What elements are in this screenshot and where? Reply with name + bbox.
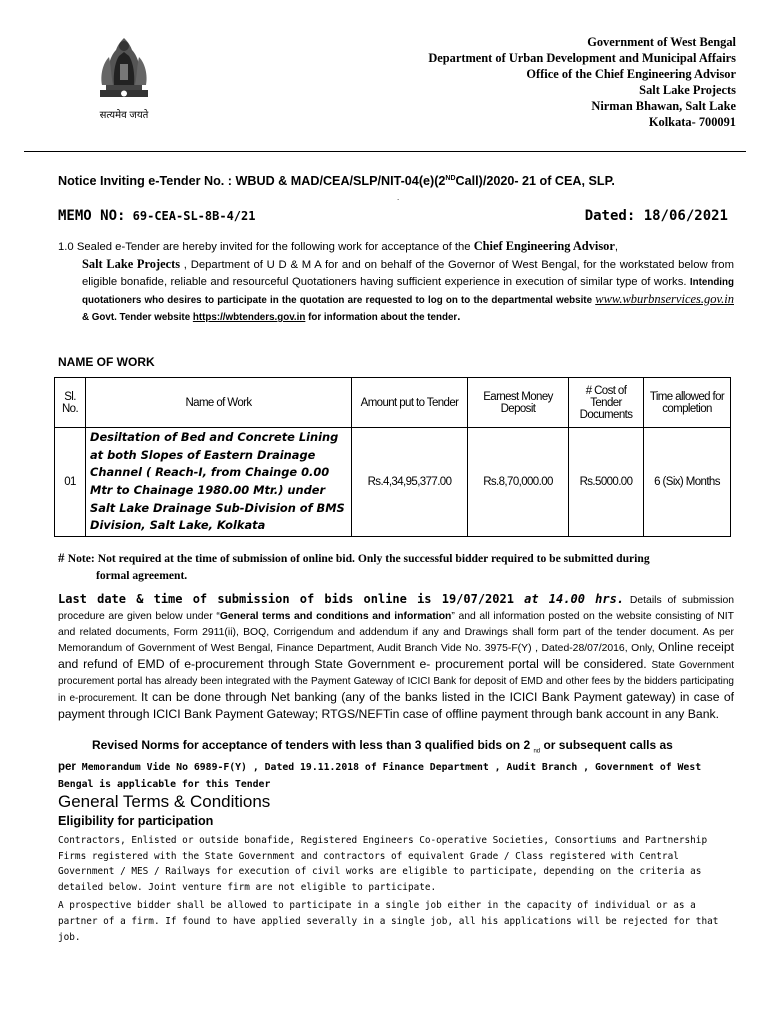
revised-text: Revised Norms for acceptance of tenders with less than 3 qualified bids on 2	[92, 738, 534, 752]
col-emd: Earnest Money Deposit	[468, 378, 569, 428]
tender-website-link[interactable]: https://wbtenders.gov.in	[192, 312, 306, 323]
header-line: Salt Lake Projects	[639, 83, 736, 97]
cell-time: 6 (Six) Months	[644, 428, 731, 537]
notice-prefix: Notice Inviting e-Tender No. :	[58, 174, 236, 188]
state-emblem-icon	[86, 30, 162, 106]
intro-text-bold: for information about the tender	[305, 312, 458, 323]
header-line: Kolkata- 700091	[648, 115, 736, 129]
header-line: Government of West Bengal	[587, 35, 736, 49]
intro-indent	[58, 256, 734, 326]
table-header-row	[55, 378, 731, 428]
cell-sl: 01	[55, 428, 86, 537]
note	[58, 549, 738, 584]
col-amount: Amount put to Tender	[352, 378, 468, 428]
eligibility-heading: Eligibility for participation	[58, 814, 214, 828]
header-line: Nirman Bhawan, Salt Lake	[591, 99, 736, 113]
emblem-motto: सत्यमेव जयते	[99, 110, 149, 121]
office-header	[428, 34, 736, 130]
revised-sub: nd	[533, 748, 541, 755]
cell-emd: Rs.8,70,000.00	[468, 428, 569, 537]
note-text: Not required at the time of submission of online bid. Only the successful bidder required to be submitted during	[94, 552, 650, 565]
col-name: Name of Work	[86, 378, 352, 428]
cell-cost: Rs.5000.00	[569, 428, 644, 537]
intro-cea: Chief Engineering Advisor	[473, 239, 615, 253]
cell-work: Desiltation of Bed and Concrete Lining at both Slopes of Eastern Drainage Channel ( Reach-I, from Chainge 0.00 Mtr to Chainage 1980.00 Mtr.) under Salt Lake Drainage Sub-Division of BMS Division, Salt Lake, Kolkata	[86, 428, 352, 537]
memo-date	[585, 208, 728, 224]
revised-text: or subsequent calls as	[540, 738, 673, 752]
table-row	[55, 428, 731, 537]
note-hash: #	[58, 550, 68, 565]
memo-label: MEMO NO:	[58, 208, 126, 224]
netbanking-text: It can be done through Net banking (any of the banks listed in the ICICI Bank Payment gateway) in case of payment through ICICI Bank Payment Gateway; RTGS/NEFTin case of offline payment through bank account in any Bank.	[58, 689, 734, 721]
submission-paragraph	[58, 592, 734, 723]
revised-memo: Memorandum Vide No 6989-F(Y) , Dated 19.11.2018 of Finance Department , Audit Branch , Government of West Bengal is applicable for this Tender	[58, 762, 702, 791]
header-divider	[24, 151, 746, 152]
col-time: Time allowed for completion	[644, 378, 731, 428]
last-date-text: Last date & time of submission of bids online is 19/07/2021	[58, 592, 525, 606]
note-label: Note:	[67, 552, 95, 565]
name-of-work-heading: NAME OF WORK	[58, 355, 155, 369]
eligibility-text	[58, 833, 734, 948]
intro-paragraph	[58, 238, 734, 326]
departmental-website-link[interactable]: www.wburbnservices.gov.in	[595, 292, 734, 306]
col-sl: Sl. No.	[55, 378, 86, 428]
intro-end: .	[457, 311, 461, 323]
gtc-reference: General terms and conditions and information	[219, 610, 452, 622]
intro-text: , Department of U D & M A for and on behalf of the Governor of West Bengal, for the workstated below from eligible bonafide, reliable and resourceful Quotationers having sufficient experience in execution of similar type of works.	[82, 259, 734, 288]
gateway-text: State Government procurement portal has already been integrated with the Payment Gateway of ICICI Bank for deposit of EMD and other fees by the bidders participating in e-procurement.	[58, 660, 734, 704]
dated-label: Dated:	[584, 208, 644, 224]
notice-number-suffix: Call)/2020- 21 of CEA, SLP.	[455, 174, 615, 188]
cell-amount: Rs.4,34,95,377.00	[352, 428, 468, 537]
header-line: Department of Urban Development and Municipal Affairs	[428, 51, 736, 65]
intro-text-bold: & Govt. Tender website	[82, 312, 193, 323]
notice-sup: ND	[445, 174, 456, 182]
revised-per: per	[58, 761, 76, 774]
dated-value: 18/06/2021	[643, 208, 728, 224]
revised-norms	[58, 737, 734, 793]
general-terms-heading: General Terms & Conditions	[58, 792, 271, 811]
emd-text: Online receipt and refund of EMD of e-procurement through State Government e- procurement portal will be considered.	[58, 640, 734, 672]
intro-text: ,	[614, 241, 618, 253]
memo-number	[58, 208, 255, 224]
intro-text-bold: Intending quotationers who desires to participate in the quotation are requested to log on to the departmental website	[82, 277, 734, 306]
notice-number: WBUD & MAD/CEA/SLP/NIT-04(e)(2	[235, 174, 446, 188]
eligibility-para-2: A prospective bidder shall be allowed to participate in a single job either in the capacity of individual or as a partner of a firm. If found to have applied severally in a single job, all his applications will be rejected for that job.	[58, 900, 719, 943]
last-date-time: at 14.00 hrs.	[524, 592, 625, 606]
col-cost: # Cost of Tender Documents	[569, 378, 644, 428]
submission-text: ” and all information posted on the website consisting of NIT and related documents, Form 2911(ii), BOQ, Corrigendum and addendum if any and Drawings shall form part of the tender document. As per Memorandum of Government of West Bengal, Finance Department, Audit Branch Vide No. 3975-F(Y) , Dated-28/07/2016, Only,	[58, 610, 734, 655]
notice-title	[58, 174, 615, 188]
submission-text: Details of submission procedure are given below under “	[58, 595, 735, 622]
note-text-2: formal agreement.	[96, 569, 188, 582]
eligibility-para-1: Contractors, Enlisted or outside bonafide, Registered Engineers Co-operative Societies, Consortiums and Partnership Firms registered with the State Government and contractors of equivalent Grade / Class registered with Central Government / MES / Railways for execution of civil works are eligible to participate, depending on the criteria as detailed below. Joint venture firm are not eligible to participate.	[58, 835, 708, 893]
stray-dot: .	[397, 193, 400, 202]
intro-text: 1.0 Sealed e-Tender are hereby invited for the following work for acceptance of the	[58, 241, 474, 253]
header-line: Office of the Chief Engineering Advisor	[526, 67, 736, 81]
memo-value: 69-CEA-SL-8B-4/21	[125, 209, 256, 223]
intro-slp: Salt Lake Projects	[82, 257, 181, 271]
work-table	[54, 377, 731, 537]
state-emblem	[86, 30, 162, 124]
